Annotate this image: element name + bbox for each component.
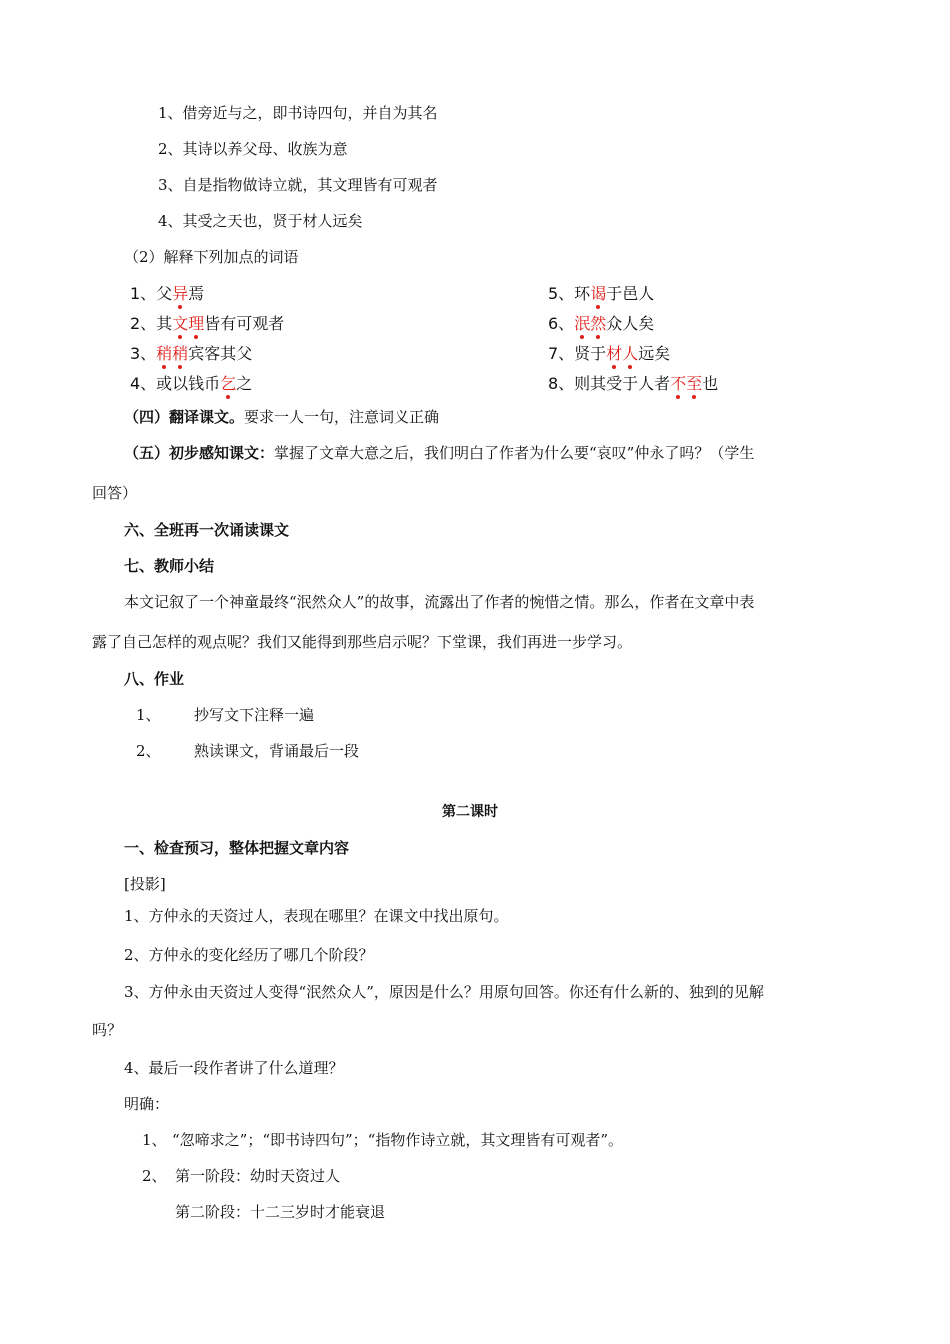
- vocab-item: 6、泯然 众人矣: [548, 314, 654, 334]
- vocab-item: 8、则其受于人者不至 也: [548, 374, 718, 394]
- part7-heading: 七、教师小结: [124, 557, 215, 575]
- emphasis-dot: [612, 365, 616, 369]
- vocab-item: 3、稍稍 宾客其父: [130, 344, 252, 364]
- vocab-item: 5、环谒 于邑人: [548, 284, 654, 304]
- question-cont: 吗？: [92, 1021, 123, 1039]
- answer: 第二阶段：十二三岁时才能衰退: [175, 1203, 386, 1221]
- clarify-label: 明确：: [124, 1095, 170, 1113]
- projection-label: [投影]: [124, 875, 166, 893]
- text-line: 3、自是指物做诗立就，其文理皆有可观者: [158, 176, 438, 194]
- emphasis-dot: [178, 305, 182, 309]
- explain-heading: （2）解释下列加点的词语: [124, 248, 299, 266]
- emphasis-dot: [226, 395, 230, 399]
- question: 1、方仲永的天资过人，表现在哪里？在课文中找出原句。: [124, 907, 509, 925]
- emphasis-dot: [596, 305, 600, 309]
- highlighted-word: 谒: [590, 284, 606, 303]
- part5: （五）初步感知课文：掌握了文章大意之后，我们明白了作者为什么要“哀叹”仲永了吗？（学生: [124, 444, 755, 462]
- text-line: 4、其受之天也，贤于材人远矣: [158, 212, 363, 230]
- highlighted-word: 文理: [172, 314, 204, 333]
- answer: “忽啼求之”；“即书诗四句”；“指物作诗立就，其文理皆有可观者”。: [172, 1131, 624, 1149]
- part8-heading: 八、作业: [124, 670, 185, 688]
- highlighted-word: 材人: [606, 344, 638, 363]
- part5-cont: 回答）: [92, 484, 138, 502]
- part4: （四）翻译课文。要求一人一句，注意词义正确: [124, 408, 440, 426]
- emphasis-dot: [580, 335, 584, 339]
- vocab-item: 7、贤于材人 远矣: [548, 344, 670, 364]
- lesson-title: 第二课时: [442, 804, 498, 820]
- answer: 第一阶段：幼时天资过人: [175, 1167, 341, 1185]
- text-line: 1、借旁近与之，即书诗四句，并自为其名: [158, 104, 438, 122]
- highlighted-word: 乞: [220, 374, 236, 393]
- emphasis-dot: [676, 395, 680, 399]
- emphasis-dot: [178, 335, 182, 339]
- answer-num: 2、: [142, 1167, 167, 1185]
- vocab-item: 4、或以钱币乞 之: [130, 374, 252, 394]
- answer-num: 1、: [142, 1131, 167, 1149]
- section-heading: 一、检查预习，整体把握文章内容: [124, 839, 350, 857]
- emphasis-dot: [596, 335, 600, 339]
- summary-line: 本文记叙了一个神童最终“泯然众人”的故事，流露出了作者的惋惜之情。那么，作者在文章中表: [124, 593, 755, 611]
- highlighted-word: 不至: [670, 374, 702, 393]
- emphasis-dot: [178, 365, 182, 369]
- homework-num: 1、: [136, 706, 161, 724]
- homework-item: 抄写文下注释一遍: [194, 706, 315, 724]
- question: 3、方仲永由天资过人变得“泯然众人”，原因是什么？用原句回答。你还有什么新的、独到的见解: [124, 983, 764, 1001]
- question: 4、最后一段作者讲了什么道理？: [124, 1059, 344, 1077]
- emphasis-dot: [628, 365, 632, 369]
- emphasis-dot: [692, 395, 696, 399]
- emphasis-dot: [194, 335, 198, 339]
- summary-line: 露了自己怎样的观点呢？我们又能得到那些启示呢？下堂课，我们再进一步学习。: [92, 633, 633, 651]
- highlighted-word: 泯然: [574, 314, 606, 333]
- question: 2、方仲永的变化经历了哪几个阶段？: [124, 946, 374, 964]
- highlighted-word: 异: [172, 284, 188, 303]
- homework-item: 熟读课文，背诵最后一段: [194, 742, 360, 760]
- text-line: 2、其诗以养父母、收族为意: [158, 140, 348, 158]
- highlighted-word: 稍稍: [156, 344, 188, 363]
- part6-heading: 六、全班再一次诵读课文: [124, 521, 290, 539]
- vocab-item: 2、其文理 皆有可观者: [130, 314, 284, 334]
- homework-num: 2、: [136, 742, 161, 760]
- emphasis-dot: [162, 365, 166, 369]
- vocab-item: 1、父异 焉: [130, 284, 204, 304]
